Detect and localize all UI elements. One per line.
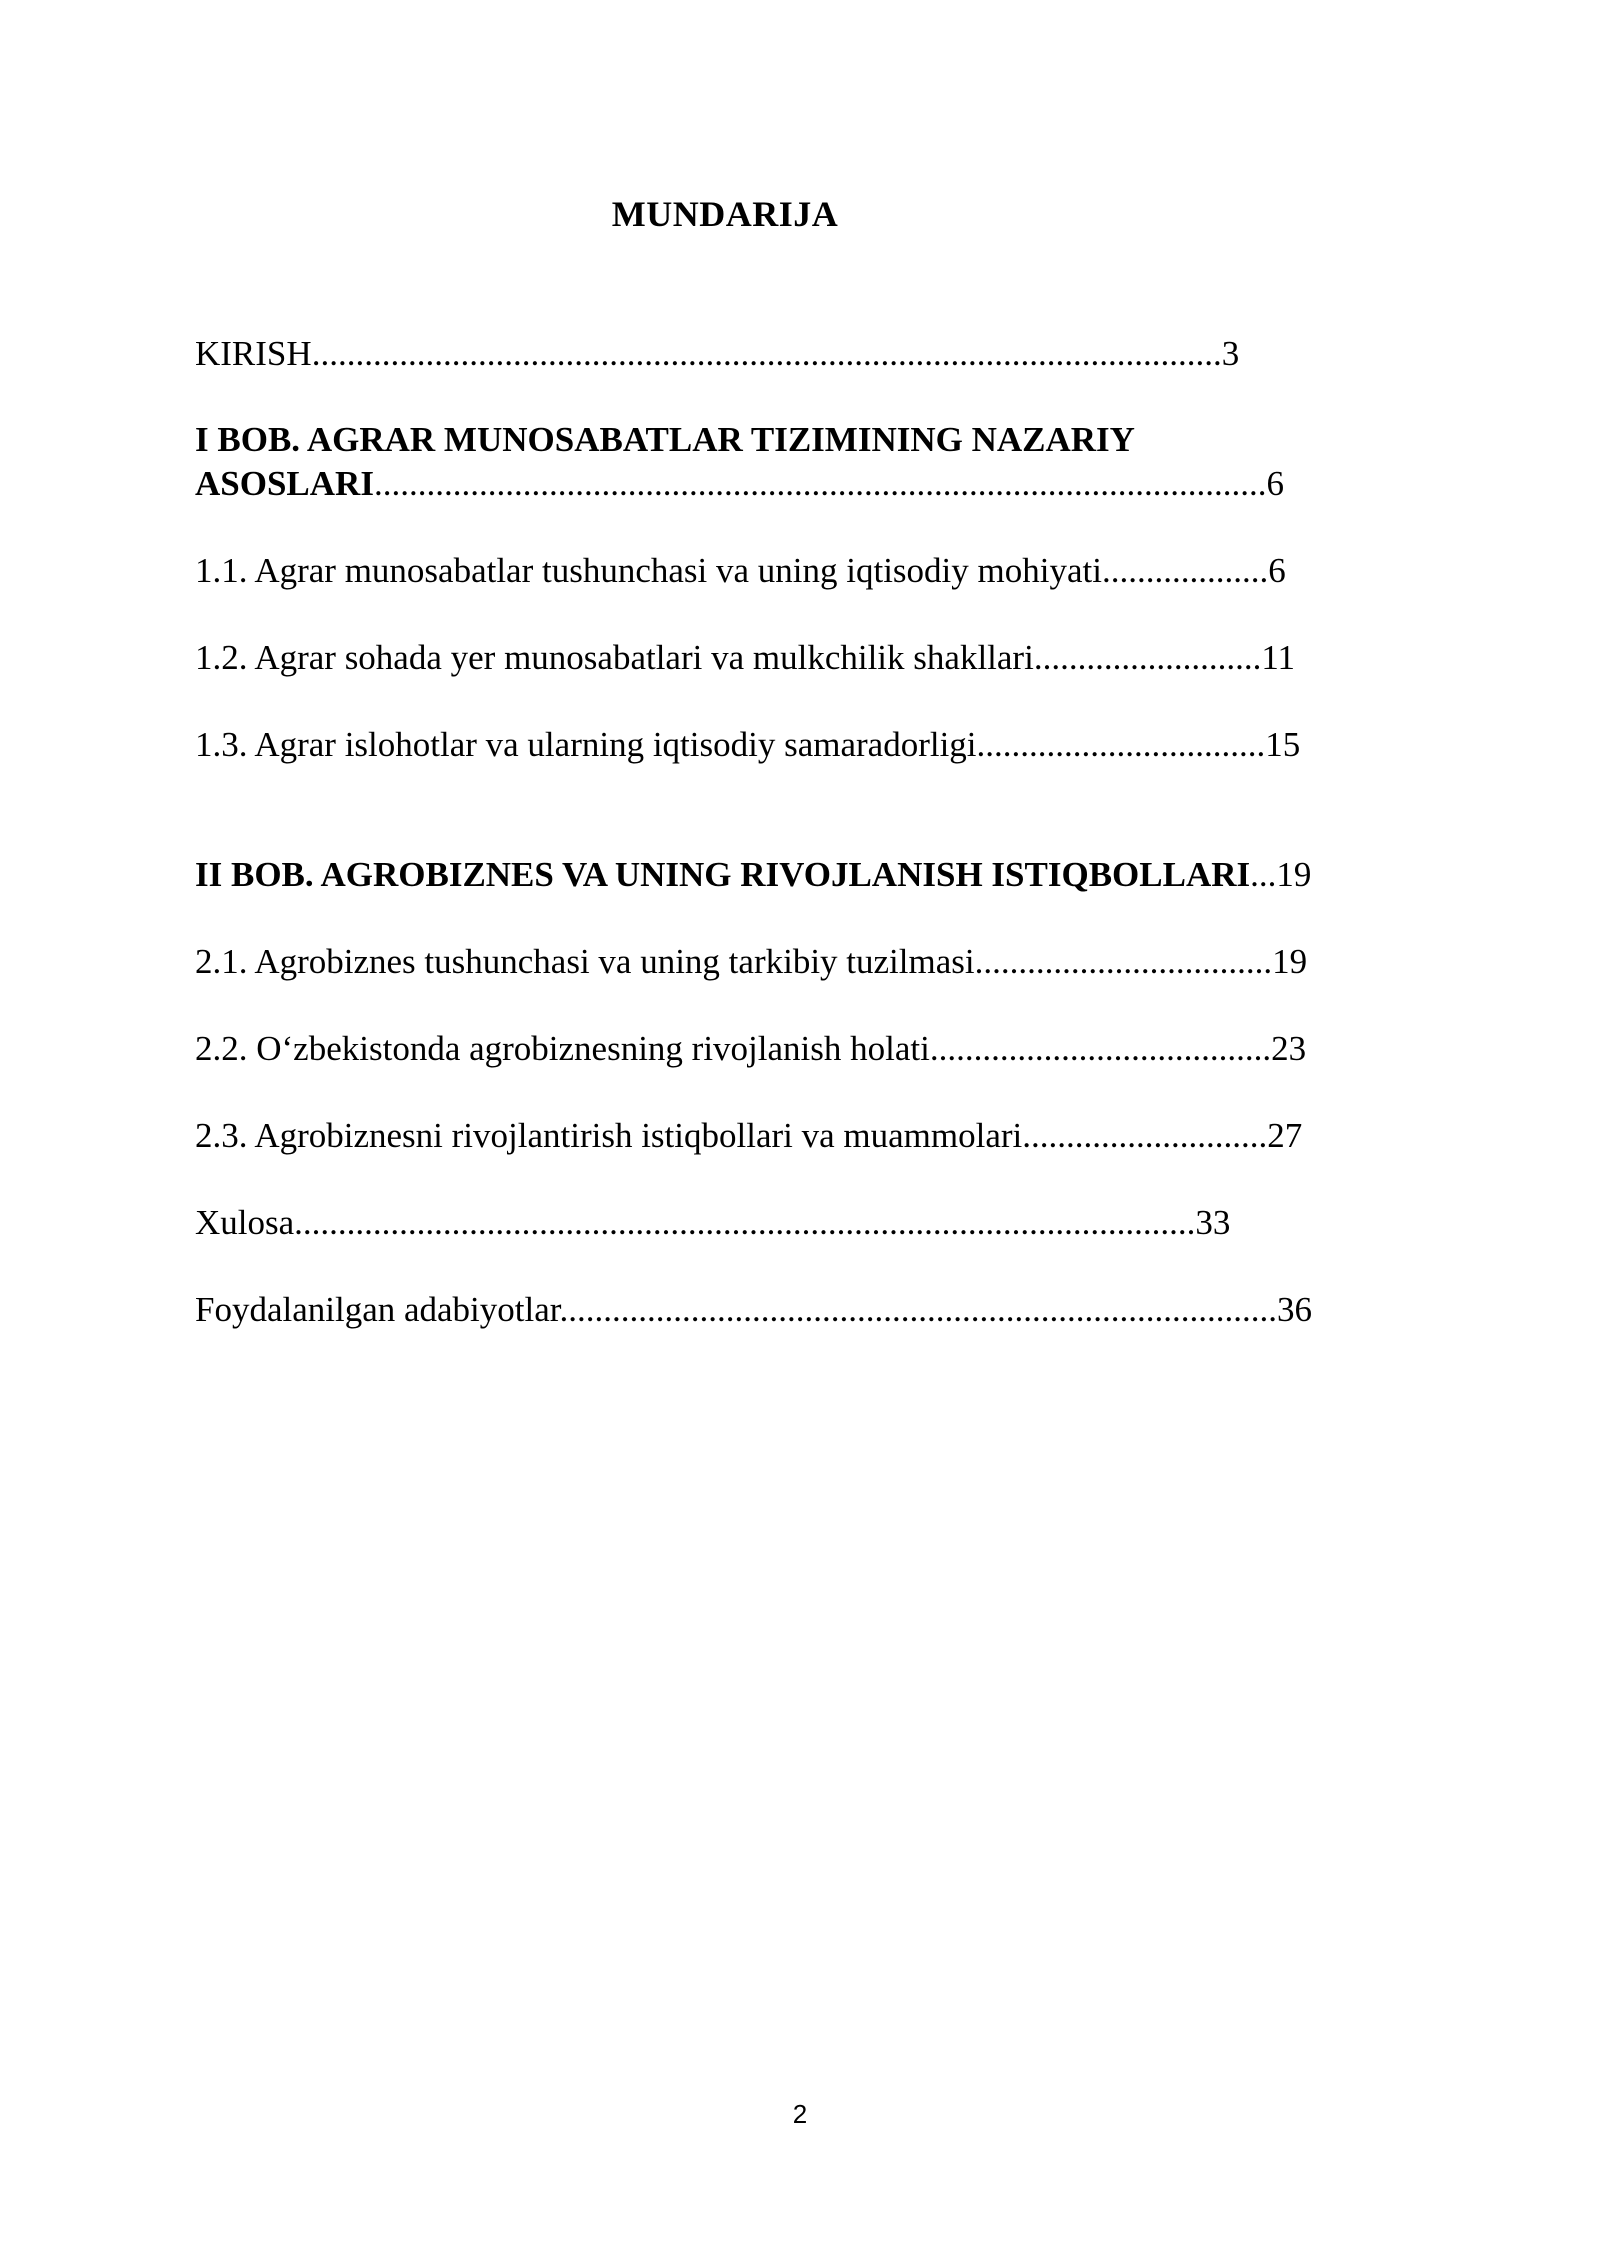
toc-chapter-label-continued: ASOSLARI: [195, 464, 374, 503]
toc-page-number: 15: [1265, 725, 1301, 764]
toc-page-number: 23: [1271, 1029, 1307, 1068]
toc-page-number: 27: [1267, 1116, 1303, 1155]
toc-page-number: 11: [1261, 638, 1296, 677]
toc-entry-label: KIRISH: [195, 334, 312, 373]
toc-leader-dots: .......................................................................................................: [294, 1203, 1196, 1242]
toc-entry-label: 1.3. Agrar islohotlar va ularning iqtisodiy samaradorligi: [195, 725, 977, 764]
toc-chapter-label: II BOB. AGROBIZNES VA UNING RIVOJLANISH ISTIQBOLLARI: [195, 855, 1251, 894]
toc-leader-dots: ............................: [1022, 1116, 1268, 1155]
toc-entry-label: 1.1. Agrar munosabatlar tushunchasi va uning iqtisodiy mohiyati: [195, 551, 1102, 590]
toc-entry-label: 1.2. Agrar sohada yer munosabatlari va mulkchilik shakllari: [195, 638, 1034, 677]
toc-entry-2-2[interactable]: [195, 1027, 1306, 1071]
toc-leader-dots: .......................................: [929, 1029, 1272, 1068]
toc-entry-2-3[interactable]: [195, 1114, 1302, 1158]
toc-entry-label: 2.2. O‘zbekistonda agrobiznesning rivojlanish holati: [195, 1029, 930, 1068]
toc-page-number: 3: [1221, 334, 1240, 373]
page-title: MUNDARIJA: [611, 194, 839, 234]
toc-page-number: 6: [1266, 464, 1284, 503]
toc-entry-1-2[interactable]: [195, 636, 1295, 680]
toc-entry-1-1[interactable]: [195, 549, 1286, 593]
toc-leader-dots: ........................................................................................................: [311, 334, 1222, 373]
toc-entry-bob1-line1[interactable]: [195, 418, 1135, 462]
toc-page-number: 33: [1195, 1203, 1231, 1242]
toc-leader-dots: ..........................: [1033, 638, 1262, 677]
toc-entry-label: 2.3. Agrobiznesni rivojlantirish istiqbollari va muammolari: [195, 1116, 1023, 1155]
toc-entry-xulosa[interactable]: [195, 1201, 1230, 1245]
toc-leader-dots: ..................................: [974, 942, 1273, 981]
toc-page-number: 19: [1272, 942, 1308, 981]
toc-leader-dots: ......................................................................................................: [373, 464, 1267, 503]
toc-entry-2-1[interactable]: [195, 940, 1307, 984]
toc-page-number: 36: [1277, 1290, 1312, 1329]
toc-leader-dots: .................................: [976, 725, 1266, 764]
toc-leader-dots: ...................: [1101, 551, 1269, 590]
toc-entry-bob1-line2[interactable]: [195, 462, 1284, 506]
toc-entry-kirish[interactable]: [195, 332, 1239, 376]
toc-entry-bob2[interactable]: [195, 853, 1311, 897]
toc-leader-dots: ...: [1250, 855, 1277, 894]
toc-leader-dots: ..................................................................................: [559, 1290, 1277, 1329]
toc-entry-label: 2.1. Agrobiznes tushunchasi va uning tarkibiy tuzilmasi: [195, 942, 975, 981]
toc-entry-adabiyotlar[interactable]: [195, 1288, 1312, 1332]
toc-page-number: 19: [1276, 855, 1312, 894]
toc-chapter-label: I BOB. AGRAR MUNOSABATLAR TIZIMINING NAZARIY: [195, 420, 1135, 459]
toc-entry-label: Xulosa: [195, 1203, 295, 1242]
toc-page-number: 6: [1268, 551, 1286, 590]
toc-entry-1-3[interactable]: [195, 723, 1300, 767]
footer-page-number: 2: [792, 2099, 808, 2129]
toc-entry-label: Foydalanilgan adabiyotlar: [195, 1290, 560, 1329]
